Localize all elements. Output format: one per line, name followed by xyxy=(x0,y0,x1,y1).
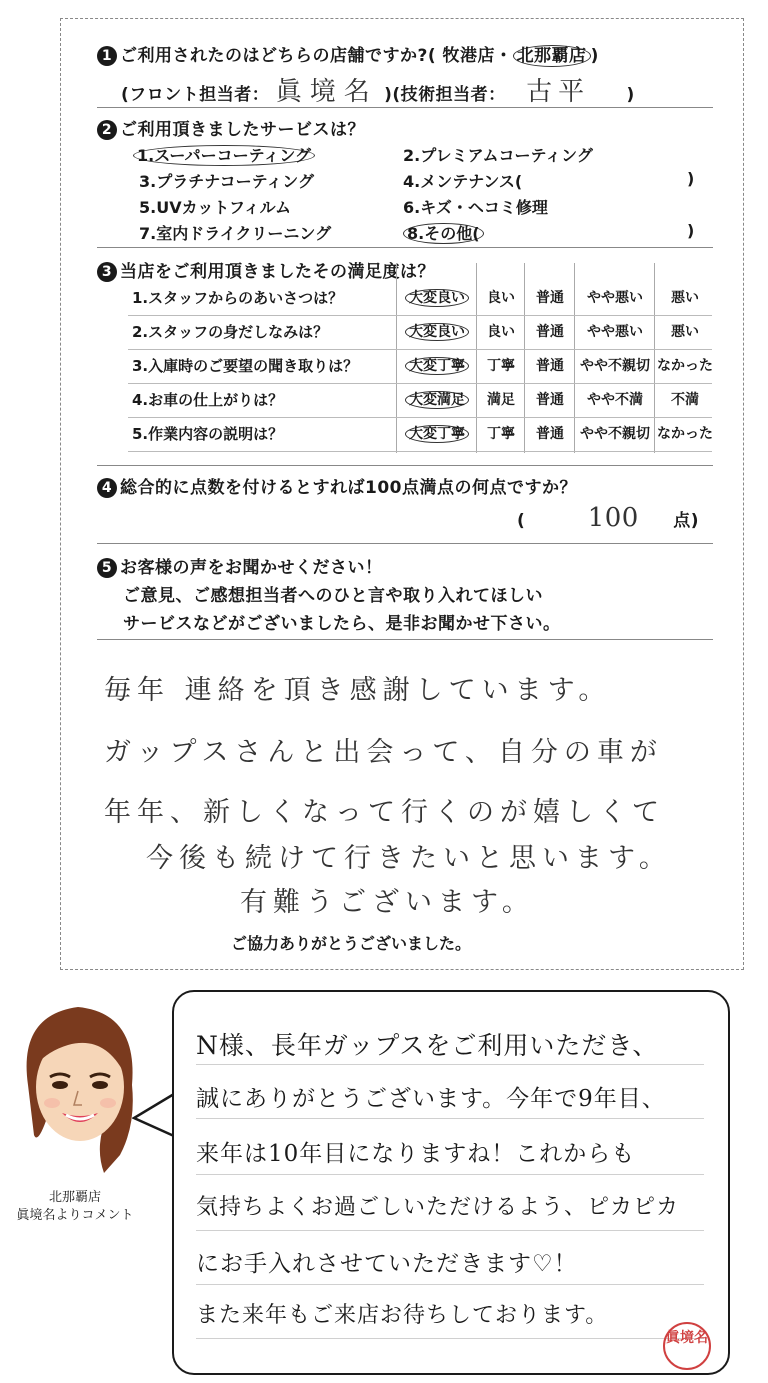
service-option: 3.プラチナコーティング xyxy=(139,172,314,191)
customer-comment-line: 有難うございます。 xyxy=(240,887,535,918)
satisfaction-choice: 普通 xyxy=(536,426,564,442)
question-1: 1 ご利用されたのはどちらの店舗ですか?( 牧港店・ 北那覇店 ) xyxy=(97,41,599,66)
divider xyxy=(97,639,713,640)
satisfaction-choice: 丁寧 xyxy=(487,426,515,442)
service-option: 1.スーパーコーティング xyxy=(133,143,315,166)
satisfaction-choice: 大変丁寧 xyxy=(398,423,476,443)
service-option: 8.その他( ) xyxy=(403,221,484,244)
service-option: 5.UVカットフィルム xyxy=(139,198,292,217)
staff-message-bubble xyxy=(172,990,730,1375)
satisfaction-row xyxy=(0,282,768,316)
score-value: 100 xyxy=(587,503,639,533)
satisfaction-choice: 大変良い xyxy=(398,321,476,341)
divider xyxy=(97,107,713,108)
customer-comment-line: ガップスさんと出会って、自分の車が xyxy=(104,737,663,768)
satisfaction-row xyxy=(0,384,768,418)
satisfaction-choice: 普通 xyxy=(536,324,564,340)
staff-message-line: 誠にありがとうございます。今年で9年目、 xyxy=(196,1086,666,1112)
satisfaction-question: 5.作業内容の説明は？ xyxy=(132,425,284,443)
satisfaction-choice: 悪い xyxy=(671,324,699,340)
tech-staff-name: 古平 xyxy=(526,77,591,107)
satisfaction-choice: やや悪い xyxy=(587,290,643,306)
front-staff-name: 眞境名 xyxy=(275,77,378,107)
satisfaction-choice: 普通 xyxy=(536,392,564,408)
satisfaction-row xyxy=(0,316,768,350)
satisfaction-choice: 良い xyxy=(487,290,515,306)
satisfaction-question: 1.スタッフからのあいさつは？ xyxy=(132,289,344,307)
satisfaction-row xyxy=(0,350,768,384)
q5-instruction-2: サービスなどがございましたら、是非お聞かせ下さい。 xyxy=(123,614,561,634)
staff-store: 北那覇店 xyxy=(48,1190,101,1205)
question-4: 4 総合的に点数を付けるとすれば100点満点の何点ですか？ xyxy=(97,473,577,498)
divider xyxy=(97,543,713,544)
score-line: ( 100 点) xyxy=(517,503,700,533)
customer-comment-line: 今後も続けて行きたいと思います。 xyxy=(146,843,672,874)
avatar xyxy=(8,995,150,1175)
service-option: 7.室内ドライクリーニング xyxy=(139,224,332,243)
satisfaction-choice: 良い xyxy=(487,324,515,340)
satisfaction-choice: 丁寧 xyxy=(487,358,515,374)
service-option: 2.プレミアムコーティング xyxy=(403,146,593,165)
satisfaction-choice: やや不親切 xyxy=(580,426,650,442)
staff-message-line: 気持ちよくお過ごしいただけるよう、ピカピカ xyxy=(196,1195,680,1220)
satisfaction-choice: 悪い xyxy=(671,290,699,306)
service-option: 4.メンテナンス( ) xyxy=(403,169,695,191)
satisfaction-choice: なかった xyxy=(657,426,713,442)
question-2: 2 ご利用頂きましたサービスは？ xyxy=(97,115,365,140)
staff-avatar-icon xyxy=(8,995,150,1175)
divider xyxy=(97,465,713,466)
staff-message-line: N様、長年ガップスをご利用いただき、 xyxy=(196,1031,659,1060)
satisfaction-choice: 大変丁寧 xyxy=(398,355,476,375)
satisfaction-choice: やや不満 xyxy=(587,392,643,408)
customer-comment-line: 年年、新しくなって行くのが嬉しくて xyxy=(104,797,665,828)
staff-message-line: にお手入れさせていただきます♡！ xyxy=(196,1251,578,1277)
satisfaction-choice: 大変良い xyxy=(398,287,476,307)
satisfaction-choice: 普通 xyxy=(536,290,564,306)
staff-comment-label: 眞境名よりコメント xyxy=(16,1208,134,1223)
satisfaction-choice: なかった xyxy=(657,358,713,374)
question-5: 5 お客様の声をお聞かせください！ xyxy=(97,553,383,578)
customer-comment-line: 毎年 連絡を頂き感謝しています。 xyxy=(104,675,612,706)
thanks-text: ご協力ありがとうございました。 xyxy=(231,934,472,953)
satisfaction-choice: 大変満足 xyxy=(398,389,476,409)
satisfaction-choice: 不満 xyxy=(671,392,699,408)
satisfaction-question: 3.入庫時のご要望の聞き取りは？ xyxy=(132,357,359,375)
selected-store: 北那覇店 xyxy=(513,45,591,67)
staff-message-line: また来年もご来店お待ちしております。 xyxy=(196,1303,609,1328)
satisfaction-choice: やや不親切 xyxy=(580,358,650,374)
staff-line: (フロント担当者： 眞境名 )(技術担当者： 古平 ) xyxy=(121,77,635,107)
question-number: 1 xyxy=(97,46,117,66)
question-3: 3 当店をご利用頂きましたその満足度は？ xyxy=(97,257,435,282)
satisfaction-row xyxy=(0,418,768,452)
satisfaction-question: 2.スタッフの身だしなみは？ xyxy=(132,323,329,341)
satisfaction-choice: 満足 xyxy=(487,392,515,408)
divider xyxy=(97,247,713,248)
service-option: 6.キズ・ヘコミ修理 xyxy=(403,198,548,217)
q5-instruction-1: ご意見、ご感想担当者へのひと言や取り入れてほしい xyxy=(123,586,543,606)
name-stamp: 眞境名 xyxy=(663,1322,711,1370)
satisfaction-choice: やや悪い xyxy=(587,324,643,340)
satisfaction-question: 4.お車の仕上がりは？ xyxy=(132,391,284,409)
satisfaction-choice: 普通 xyxy=(536,358,564,374)
staff-message-line: 来年は10年目になりますね！これからも xyxy=(196,1141,636,1167)
